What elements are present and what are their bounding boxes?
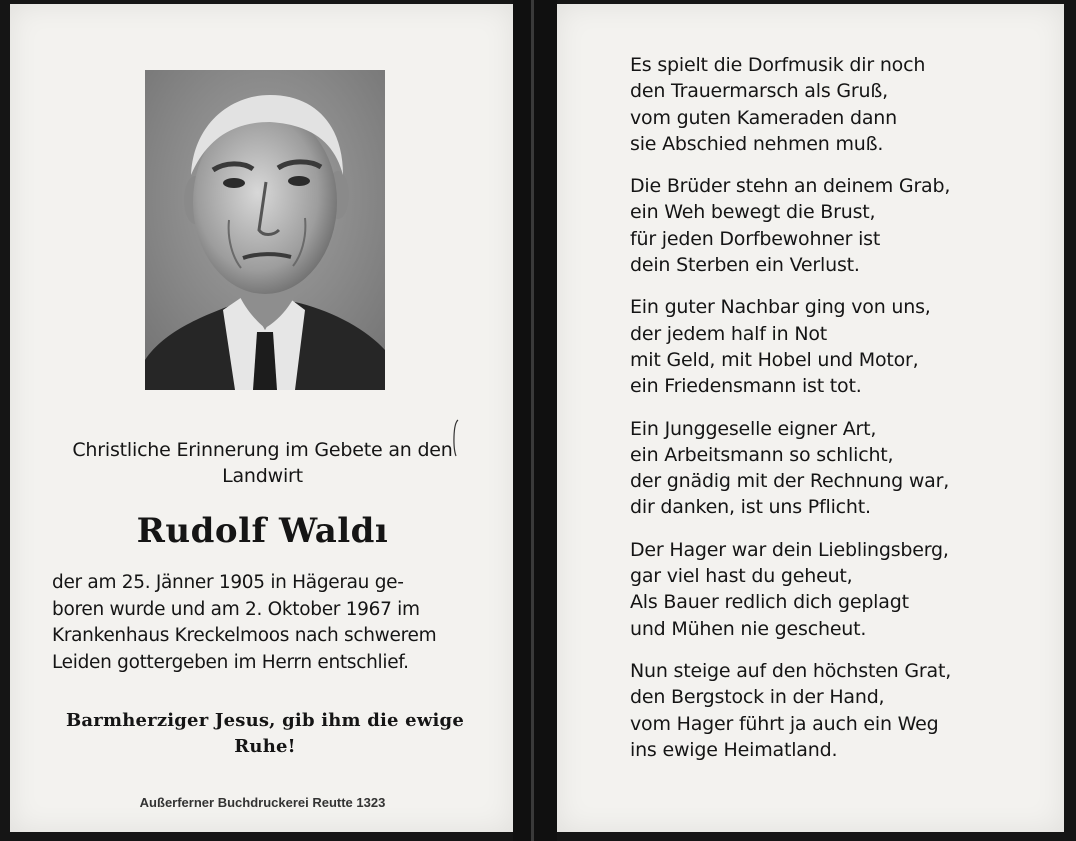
pen-mark [450, 418, 460, 458]
poem-line: Der Hager war dein Lieblingsberg, [630, 538, 949, 561]
poem-line: der gnädig mit der Rechnung war, [630, 470, 950, 493]
poem-line: Nun steige auf den höchsten Grat, [630, 659, 952, 682]
bio-line: boren wurde und am 2. Oktober 1967 im [52, 598, 420, 620]
poem-line: ein Friedensmann ist tot. [630, 375, 862, 398]
intro-line: Christliche Erinnerung im Gebete an den [72, 439, 453, 461]
portrait-photo [145, 70, 385, 390]
poem-stanza [630, 52, 1060, 157]
poem-line: dein Sterben ein Verlust. [630, 254, 860, 277]
poem-line: gar viel hast du geheut, [630, 565, 853, 588]
poem-line: für jeden Dorfbewohner ist [630, 227, 881, 250]
memorial-poem [630, 52, 1060, 779]
poem-line: dir danken, ist uns Pflicht. [630, 496, 871, 519]
biography-text [52, 570, 482, 676]
prayer-line: Barmherziger Jesus, gib ihm die ewige [65, 710, 464, 731]
portrait-image [145, 70, 385, 390]
bio-line: Leiden gottergeben im Herrn entschlief. [52, 651, 409, 673]
right-card [557, 4, 1064, 832]
card-fold-gap [513, 0, 557, 841]
deceased-name: Rudolf Waldı [136, 511, 389, 551]
poem-line: den Trauermarsch als Gruß, [630, 80, 888, 103]
poem-stanza [630, 416, 1060, 521]
poem-line: sie Abschied nehmen muß. [630, 132, 884, 155]
poem-line: vom guten Kameraden dann [630, 106, 897, 129]
poem-line: ein Arbeitsmann so schlicht, [630, 443, 894, 466]
intro-text [40, 437, 485, 489]
printer-credit: Außerferner Buchdruckerei Reutte 1323 [139, 795, 386, 810]
poem-line: mit Geld, mit Hobel und Motor, [630, 348, 919, 371]
prayer-text [40, 708, 490, 760]
poem-line: und Mühen nie gescheut. [630, 617, 867, 640]
poem-stanza [630, 173, 1060, 278]
poem-line: ins ewige Heimatland. [630, 738, 838, 761]
poem-line: Als Bauer redlich dich geplagt [630, 591, 909, 614]
prayer-line: Ruhe! [234, 736, 296, 757]
bio-line: Krankenhaus Kreckelmoos nach schwerem [52, 625, 437, 646]
poem-line: ein Weh bewegt die Brust, [630, 201, 876, 224]
poem-stanza [630, 294, 1060, 399]
poem-line: den Bergstock in der Hand, [630, 686, 885, 709]
intro-line: Landwirt [222, 465, 303, 487]
poem-line: Ein guter Nachbar ging von uns, [630, 296, 931, 319]
left-card [10, 4, 513, 832]
poem-line: der jedem half in Not [630, 322, 828, 345]
poem-line: Ein Junggeselle eigner Art, [630, 417, 877, 440]
poem-line: Die Brüder stehn an deinem Grab, [630, 175, 951, 198]
fold-line [531, 0, 534, 841]
poem-stanza [630, 658, 1060, 763]
poem-stanza [630, 537, 1060, 642]
poem-line: vom Hager führt ja auch ein Weg [630, 712, 939, 735]
poem-line: Es spielt die Dorfmusik dir noch [630, 54, 926, 76]
bio-line: der am 25. Jänner 1905 in Hägerau ge- [52, 572, 404, 593]
